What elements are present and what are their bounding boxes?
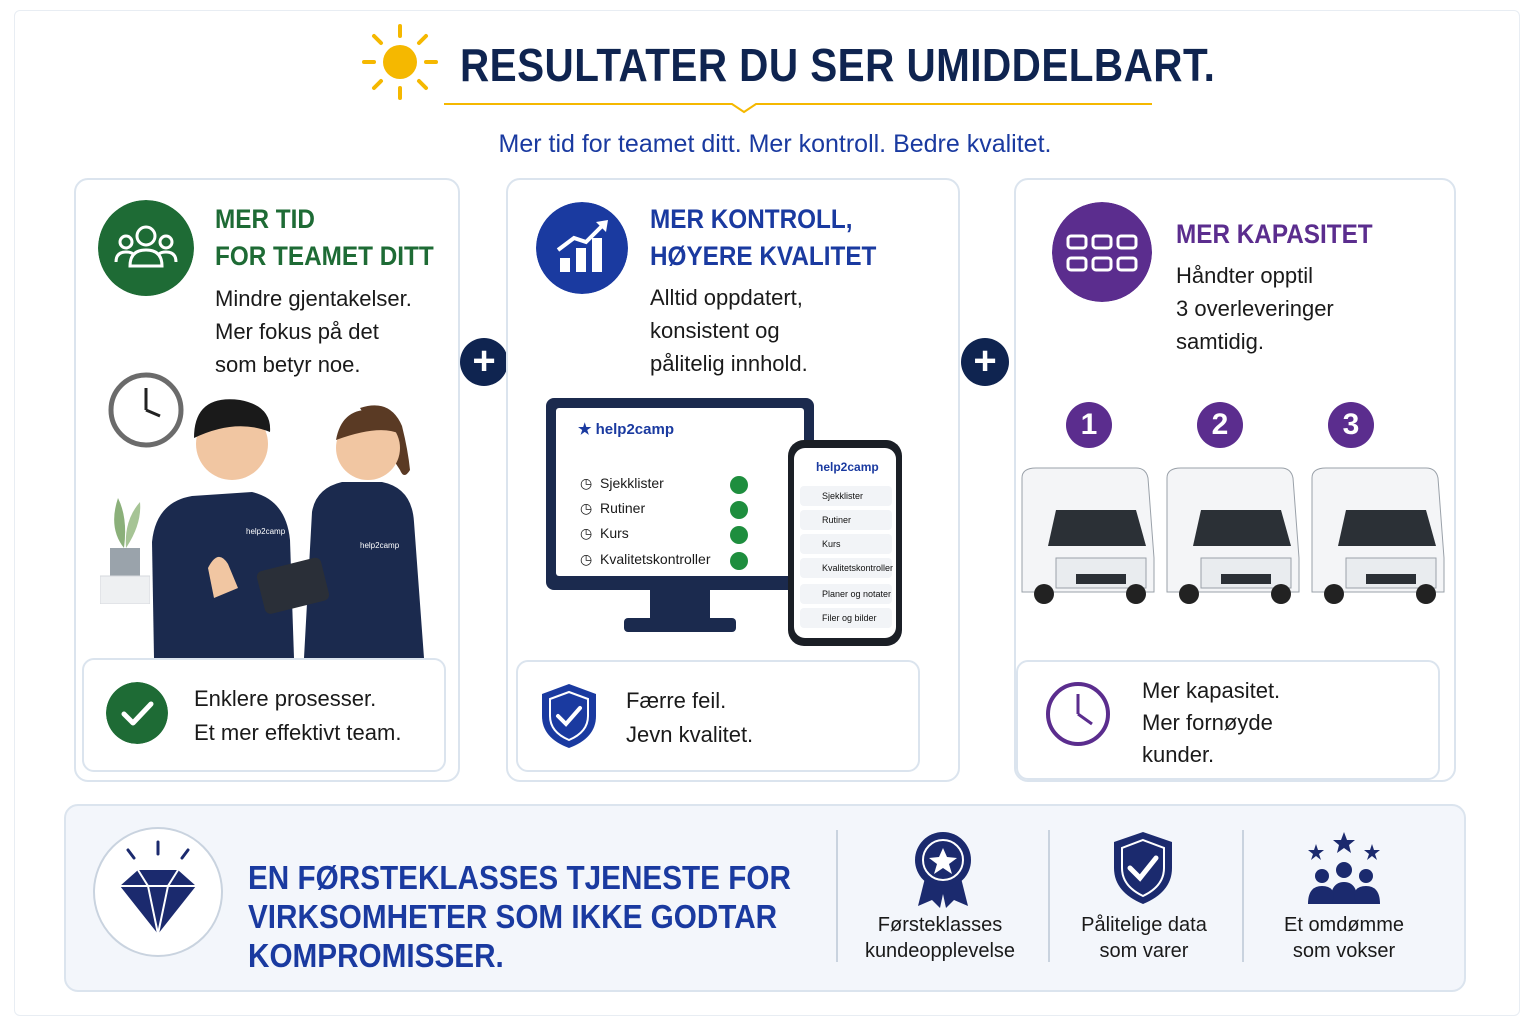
check-icon	[730, 501, 748, 519]
bottom-title-line: KOMPROMISSER.	[248, 937, 504, 974]
card-3-body-line: Håndter opptil	[1176, 263, 1313, 288]
feature-label: Et omdømme	[1283, 914, 1405, 936]
feature-label: som vokser	[1292, 940, 1396, 962]
monitor-base	[624, 618, 736, 632]
people-stars-icon	[1302, 830, 1386, 906]
monitor-item-label: Kurs	[600, 525, 629, 541]
card-3-footer-line: Mer fornøyde	[1142, 710, 1273, 735]
award-badge-icon	[912, 830, 974, 910]
feature-reputation	[1244, 912, 1444, 964]
feature-label: Førsteklasses	[877, 914, 1003, 936]
monitor-item-label: Sjekklister	[600, 475, 664, 491]
card-2-body-line: Alltid oppdatert,	[650, 285, 803, 310]
card-3-footer-text	[1142, 675, 1280, 771]
team-icon	[98, 200, 194, 296]
motorhome-2	[1167, 468, 1299, 604]
card-2-footer-line: Jevn kvalitet.	[626, 722, 754, 747]
phone-brand: help2camp	[816, 460, 879, 474]
card-2-title-line-2: HØYERE KVALITET	[650, 241, 877, 271]
shirt-logo-2: help2camp	[360, 541, 400, 550]
card-1-body	[215, 282, 412, 381]
phone-list-item: Rutiner	[800, 510, 892, 530]
check-icon	[106, 682, 168, 744]
card-2-body-line: pålitelig innhold.	[650, 351, 808, 376]
motorhome-illustrations	[1016, 466, 1448, 606]
vehicles-icon	[1052, 202, 1152, 302]
plus-icon: +	[460, 338, 508, 386]
growth-chart-icon	[536, 202, 628, 294]
monitor-list-item: ◷ Kurs	[580, 525, 629, 541]
feature-label: kundeopplevelse	[864, 940, 1016, 962]
card-1-title	[215, 201, 434, 275]
phone-list-item: Kurs	[800, 534, 892, 554]
monitor-stand	[650, 590, 710, 620]
monitor-item-label: Rutiner	[600, 500, 646, 516]
card-3-body-line: samtidig.	[1176, 329, 1265, 354]
check-icon	[730, 476, 748, 494]
monitor-list-item: ◷ Rutiner	[580, 500, 646, 516]
card-2-body-line: konsistent og	[650, 318, 780, 343]
feature-label: som varer	[1099, 940, 1189, 962]
shirt-logo-1: help2camp	[246, 527, 286, 536]
page-subtitle: Mer tid for teamet ditt. Mer kontroll. Bedre kvalitet.	[498, 130, 1052, 158]
check-icon	[730, 526, 748, 544]
phone-list-item: Filer og bilder	[800, 608, 892, 628]
card-1-title-line-1: MER TID	[215, 204, 315, 234]
clock-icon	[1044, 680, 1112, 748]
feature-reliable-data	[1044, 912, 1244, 964]
monitor-list-item: ◷ Sjekklister	[580, 475, 664, 491]
monitor-item-label: Kvalitetskontroller	[600, 551, 711, 567]
phone-list-item: Sjekklister	[800, 486, 892, 506]
monitor-brand-text: help2camp	[595, 421, 674, 438]
number-badge-2: 2	[1197, 402, 1243, 448]
card-2-footer-line: Færre feil.	[626, 688, 727, 713]
phone-list-item: Kvalitetskontroller	[800, 558, 892, 578]
card-1-body-line: som betyr noe.	[215, 352, 361, 377]
card-1-body-line: Mer fokus på det	[215, 319, 379, 344]
card-1-body-line: Mindre gjentakelser.	[215, 286, 412, 311]
motorhome-1	[1022, 468, 1154, 604]
divider	[836, 830, 838, 962]
bottom-title-line: VIRKSOMHETER SOM IKKE GODTAR	[248, 898, 778, 935]
bottom-title	[248, 858, 791, 975]
phone-list-item: Planer og notater	[800, 584, 892, 604]
monitor-list-item: ◷ Kvalitetskontroller	[580, 551, 711, 567]
card-2-title	[650, 201, 876, 275]
plus-icon: +	[961, 338, 1009, 386]
card-3-body-line: 3 overleveringer	[1176, 296, 1334, 321]
card-2-footer-text	[626, 684, 753, 752]
feature-first-class	[840, 912, 1040, 964]
title-underline	[444, 102, 1152, 114]
page-title: RESULTATER DU SER UMIDDELBART.	[460, 39, 1216, 91]
shield-check-icon	[538, 682, 600, 750]
diamond-icon	[92, 826, 224, 958]
card-1-footer-text	[194, 682, 401, 750]
bottom-title-line: EN FØRSTEKLASSES TJENESTE FOR	[248, 859, 791, 896]
feature-label: Pålitelige data	[1081, 914, 1207, 936]
check-icon	[730, 552, 748, 570]
card-1-footer-line: Enklere prosesser.	[194, 686, 377, 711]
sun-icon	[360, 22, 440, 102]
card-3-title: MER KAPASITET	[1176, 219, 1373, 249]
number-badge-1: 1	[1066, 402, 1112, 448]
card-3-body	[1176, 259, 1334, 358]
motorhome-3	[1312, 468, 1444, 604]
number-badge-3: 3	[1328, 402, 1374, 448]
card-1-footer-line: Et mer effektivt team.	[194, 720, 402, 745]
card-3-footer-line: kunder.	[1142, 742, 1215, 767]
team-members-illustration	[142, 392, 436, 658]
monitor-brand: ★ help2camp	[578, 421, 674, 438]
card-3-footer-line: Mer kapasitet.	[1142, 678, 1281, 703]
card-1-title-line-2: FOR TEAMET DITT	[215, 241, 434, 271]
shield-check-icon	[1110, 830, 1176, 906]
card-2-body	[650, 281, 808, 380]
card-2-title-line-1: MER KONTROLL,	[650, 204, 853, 234]
